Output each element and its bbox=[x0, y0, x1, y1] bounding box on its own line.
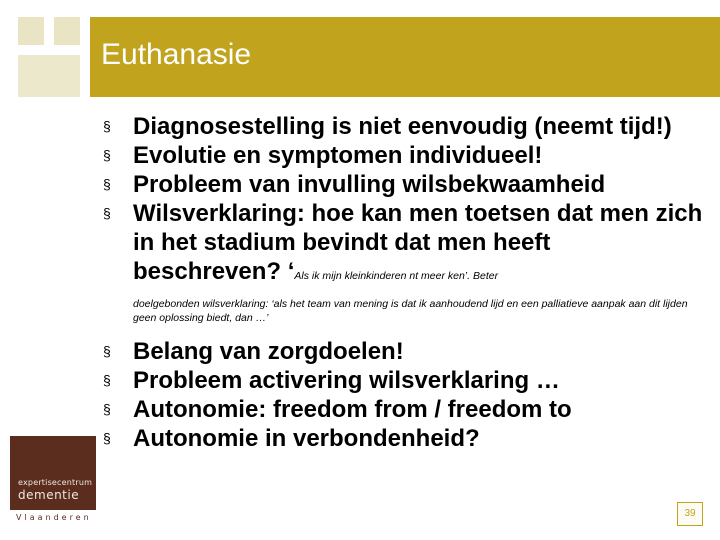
expertisecentrum-logo bbox=[10, 436, 96, 526]
bullet-item: § Wilsverklaring: hoe kan men toetsen dat men zich in het stadium bevindt dat men heeft beschreven? ‘Als ik mijn kleinkinderen nt meer ken’. Beter bbox=[103, 200, 703, 285]
page-number: 39 bbox=[677, 502, 703, 526]
bullet-item: § Probleem van invulling wilsbekwaamheid bbox=[103, 171, 606, 198]
bullet-item: § Autonomie: freedom from / freedom to bbox=[103, 396, 572, 423]
bullet-item: § Diagnosestelling is niet eenvoudig (neemt tijd!) bbox=[103, 113, 672, 140]
quote-continuation: doelgebonden wilsverklaring: ‘als het team van mening is dat ik aanhoudend lijd en een palliatieve aanpak aan dit lijden geen oplossing biedt, dan …’ bbox=[133, 298, 688, 324]
logo-box bbox=[10, 436, 96, 510]
bullet-marker: § bbox=[103, 401, 111, 417]
slide-title: Euthanasie bbox=[101, 38, 252, 71]
bullet-item: § Probleem activering wilsverklaring … bbox=[103, 367, 560, 394]
bullet-item: § Evolutie en symptomen individueel! bbox=[103, 142, 543, 169]
quote-inline: Als ik mijn kleinkinderen nt meer ken’. Beter bbox=[294, 270, 499, 282]
bullet-item: § Autonomie in verbondenheid? bbox=[103, 425, 480, 452]
logo-line-1: expertisecentrum bbox=[18, 478, 93, 487]
bullet-list bbox=[103, 112, 703, 453]
bullet-marker: § bbox=[103, 430, 111, 446]
bullet-marker: § bbox=[103, 372, 111, 388]
bullet-marker: § bbox=[103, 343, 111, 359]
bullet-item: § Belang van zorgdoelen! bbox=[103, 338, 404, 365]
bullet-marker: § bbox=[103, 205, 111, 221]
bullet-marker: § bbox=[103, 176, 111, 192]
decor-square bbox=[18, 55, 80, 97]
bullet-marker: § bbox=[103, 147, 111, 163]
bullet-marker: § bbox=[103, 118, 111, 134]
logo-line-3: Vlaanderen bbox=[16, 513, 92, 522]
decor-square bbox=[18, 17, 44, 45]
decor-square bbox=[54, 17, 80, 45]
logo-line-2: dementie bbox=[18, 488, 80, 502]
